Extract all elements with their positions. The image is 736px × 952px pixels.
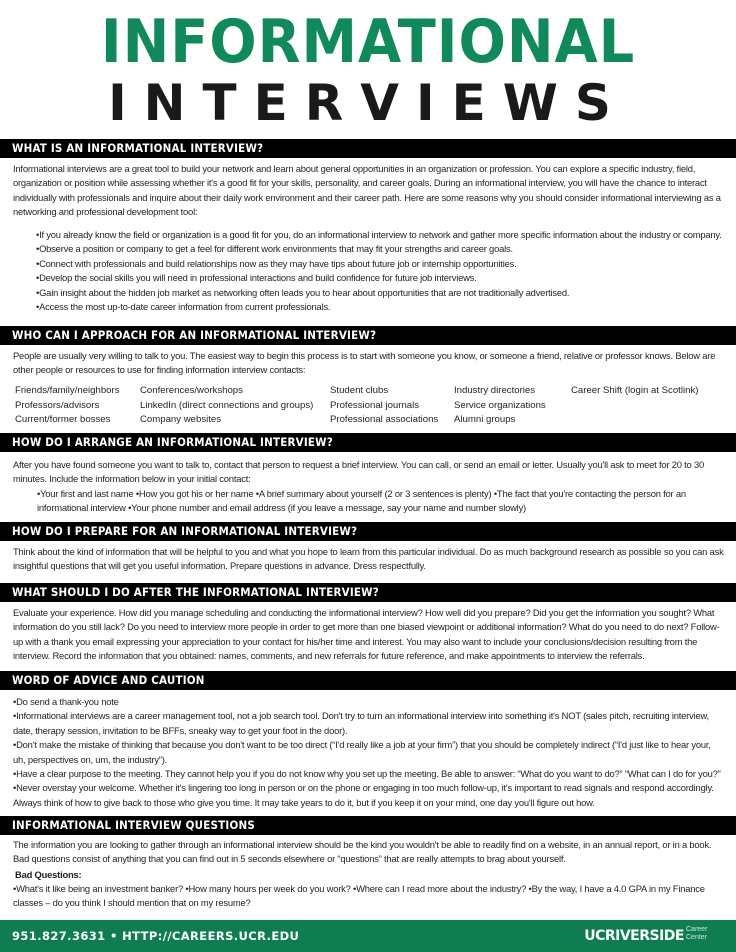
list-item: LinkedIn (direct connections and groups): [140, 399, 314, 411]
after-text: Evaluate your experience. How did you manage scheduling and conducting the informational interview? How well did you prepare? Did you get the information you sought? What information do you still lack? Do you need to interview more people in order to get more than one biased viewpoint or additional information? What do you need to do next? Follow-up with a thank you email expressing your appreciation to your contact for his/her time and interest. You may also want to include your conclusions/decision resulting from the interview. Record the information that you obtained: names, comments, and new referrals for future reference, and make appointments to interview the referrals.: [13, 607, 720, 662]
who-intro: People are usually very willing to talk to you. The easiest way to begin this process is to start with someone you know, or someone a friend, relative or professor knows. Below are other people or resources to use for finding information interview contacts:: [13, 350, 716, 376]
sources-column: [140, 384, 313, 428]
list-item: Professors/advisors: [15, 399, 100, 411]
what-intro: Informational interviews are a great tool to build your network and learn about general opportunities in an organization or profession. You can explore a specific industry, field, organization or position while assessing whether it's a good fit for your skills, personality, and career goals. During an informational interview, you will have the chance to interact individually with professionals and inquire about their daily work environment and their career path. Here are some reasons why you should consider informational interviewing as a networking and professional development tool:: [13, 163, 721, 218]
section-heading-advice: WORD OF ADVICE AND CAUTION: [0, 671, 736, 690]
title-informational: INFORMATIONAL: [100, 7, 636, 77]
list-item: •Have a clear purpose to the meeting. They cannot help you if you do not know why you set up the meeting. Be able to answer: “What do you want to do?” “What can I do for you?”: [13, 768, 721, 780]
list-item: Alumni groups: [454, 414, 516, 426]
list-item: Conferences/workshops: [140, 385, 243, 396]
logo-subtitle: [686, 926, 720, 942]
what-bullets: [36, 228, 728, 314]
list-item: Career Shift (login at Scotlink): [571, 385, 699, 396]
list-item: •Develop the social skills you will need in professional interactions and build confidence for future job interviews.: [36, 272, 477, 284]
contact-sources-grid: [15, 384, 715, 428]
list-item: •If you already know the field or organization is a good fit for you, do an informational interview to network and gather more specific information about the industry or company.: [36, 229, 722, 240]
sources-column: [15, 384, 120, 428]
list-item: •Connect with professionals and build relationships now as they may have tips about future job or internship opportunities.: [36, 257, 517, 269]
logo-wordmark: UCRIVERSIDE: [584, 928, 684, 944]
section-heading-what: WHAT IS AN INFORMATIONAL INTERVIEW?: [0, 139, 736, 158]
list-item: •Don't make the mistake of thinking that because you don't want to be too direct (“I'd really like a job at your firm”) that you should be completely indirect (“I'd just like to hear your, uh, perspectives on, um, the industry”).: [13, 739, 711, 765]
list-item: Industry directories: [454, 385, 536, 396]
list-item: •Gain insight about the hidden job market as networking often leads you to hear about opportunities that are not traditionally advertised.: [36, 286, 570, 298]
list-item: •Informational interviews are a career management tool, not a job search tool. Don't try to turn an informational interview into something it's NOT (sales pitch, recruiting interview, date, therapy session, invitation to be BFFs, sneaky way to get your foot in the door).: [13, 710, 709, 736]
arrange-bullets: [37, 487, 729, 516]
sources-column: [454, 384, 546, 428]
list-item: Current/former bosses: [15, 414, 111, 426]
logo-subtitle-line: Career: [686, 926, 708, 933]
section-heading-after: WHAT SHOULD I DO AFTER THE INFORMATIONAL INTERVIEW?: [0, 583, 736, 602]
logo-subtitle-line: Center: [686, 934, 708, 941]
list-item: Service organizations: [454, 399, 546, 411]
list-item: Professional journals: [330, 399, 420, 411]
title-interviews: INTERVIEWS: [108, 74, 628, 132]
section-heading-questions: INFORMATIONAL INTERVIEW QUESTIONS: [0, 816, 736, 835]
advice-list: [13, 695, 725, 810]
list-item: Professional associations: [330, 414, 439, 426]
list-item: •Never overstay your welcome. Whether it's lingering too long in person or on the phone or engaging in too much follow-up, it's important to read signals and respond accordingly. Always think of how to give back to those who give you time. It may take years to do it, but if you keep it on your mind, one day you'll figure out how.: [13, 782, 714, 808]
list-item: •Access the most up-to-date career information from current professionals.: [36, 301, 331, 313]
list-item: Company websites: [140, 414, 222, 426]
questions-intro: The information you are looking to gather through an informational interview should be the kind you wouldn't be able to readily find on a website, in an annual report, or in a book. Bad questions consist of anything that you can find out in 5 seconds elsewhere or “questions” that are really attempts to brag about yourself.: [13, 839, 712, 865]
bad-questions-label: Bad Questions:: [15, 869, 82, 880]
section-heading-who: WHO CAN I APPROACH FOR AN INFORMATIONAL INTERVIEW?: [0, 326, 736, 345]
sources-column: [571, 384, 698, 399]
list-item: informational interview •Your phone number and email address (if you leave a message, say your name and number slowly): [37, 502, 526, 514]
list-item: Student clubs: [330, 385, 389, 396]
section-heading-arrange: HOW DO I ARRANGE AN INFORMATIONAL INTERVIEW?: [0, 433, 736, 452]
footer: [0, 920, 736, 952]
list-item: •Observe a position or company to get a feel for different work environments that may fit your strengths and career goals.: [36, 243, 513, 255]
list-item: •Your first and last name •How you got his or her name •A brief summary about yourself (2 or 3 sentences is plenty) •The fact that you're contacting the person for an: [37, 488, 686, 499]
list-item: •Do send a thank-you note: [13, 696, 119, 707]
bad-questions-text: •What's it like being an investment banker? •How many hours per week do you work? •Where can I read more about the industry? •By the way, I have a 4.0 GPA in my Finance classes – do you think I should mention that on my resume?: [13, 883, 705, 909]
arrange-intro: After you have found someone you want to talk to, contact that person to request a brief interview. You can call, or send an email or letter. Usually you'll ask to meet for 20 to 30 minutes. Include the information below in your initial contact:: [13, 459, 705, 485]
section-heading-prepare: HOW DO I PREPARE FOR AN INFORMATIONAL INTERVIEW?: [0, 522, 736, 541]
footer-contact[interactable]: 951.827.3631 • HTTP://CAREERS.UCR.EDU: [12, 929, 300, 943]
list-item: Friends/family/neighbors: [15, 385, 120, 396]
sources-column: [330, 384, 438, 428]
prepare-text: Think about the kind of information that will be helpful to you and what you hope to learn from this particular individual. Do as much background research as possible so you can ask insightful questions that will get you useful information. Prepare questions in advance. Dress respectfully.: [13, 546, 724, 572]
